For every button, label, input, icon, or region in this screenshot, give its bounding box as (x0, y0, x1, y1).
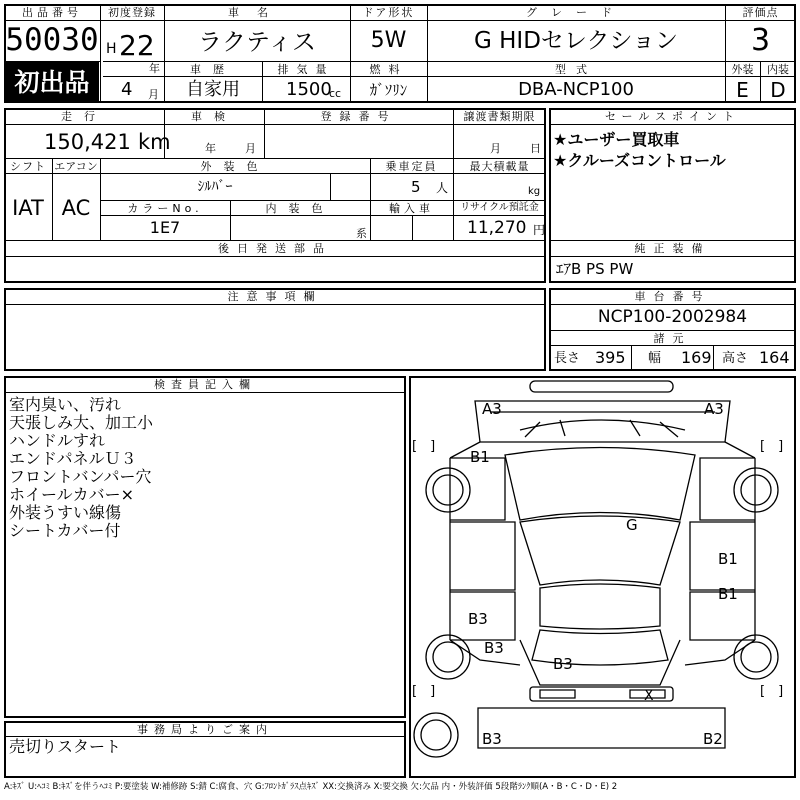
inspection-year-unit: 年 (205, 142, 216, 155)
ext-color: ｼﾙﾊﾞｰ (197, 179, 233, 195)
max-load-label: 最大積載量 (469, 160, 530, 173)
ac: AC (61, 196, 91, 220)
reg-no-label: 登録番号 (320, 110, 397, 123)
interior-label: 内装 (767, 63, 789, 76)
score: 3 (750, 23, 771, 58)
transfer-label: 譲渡書類期限 (463, 110, 536, 123)
model: DBA-NCP100 (518, 79, 634, 100)
inspector-note: 天張しみ大、加工小 (9, 413, 154, 432)
bracket-mark: [ ] (760, 439, 784, 454)
damage-mark: B3 (482, 730, 502, 748)
grade-label: グレード (526, 6, 626, 19)
legend: A:ｷｽﾞ U:ﾍｺﾐ B:ｷｽﾞを伴うﾍｺﾐ P:要塗装 W:補修跡 S:錆 C:腐食、穴 G:ﾌﾛﾝﾄｶﾞﾗｽ点ｷｽﾞ XX:交換済み X:要交換 欠:欠品 内・外装評価 5段階ﾗﾝｸ順(A・B・C・D・E) 2 (4, 782, 618, 792)
inspection-label: 車検 (191, 110, 237, 123)
damage-mark: B3 (553, 655, 573, 673)
grade: G HIDセレクション (473, 28, 678, 54)
score-label: 評価点 (742, 6, 779, 19)
equipment: ｴｱB PS PW (556, 260, 634, 278)
int-color-unit: 系 (356, 227, 367, 240)
height: 164 (759, 348, 790, 367)
later-parts-label: 後日発送部品 (218, 242, 332, 255)
exterior-grade: E (736, 78, 749, 102)
max-load-unit: kg (528, 186, 541, 197)
damage-mark: B3 (484, 639, 504, 657)
transfer-day-unit: 日 (530, 142, 541, 155)
era: H (106, 41, 117, 57)
damage-mark: X (644, 688, 654, 704)
damage-mark: A3 (482, 400, 502, 418)
damage-mark: B1 (718, 550, 738, 568)
lot-no: 50030 (5, 22, 99, 58)
bracket-mark: [ ] (760, 684, 784, 699)
inspector-note: ホイールカバー× (9, 485, 135, 504)
sales-points-label: セールスポイント (604, 110, 740, 123)
damage-mark: B1 (470, 448, 490, 466)
inspector-note: 室内臭い、汚れ (9, 395, 122, 414)
int-color-label: 内装色 (265, 202, 335, 215)
shift: IAT (12, 196, 44, 220)
inspector-note: シートカバー付 (9, 521, 121, 540)
first-reg-label: 初度登録 (108, 6, 156, 19)
width: 169 (681, 348, 712, 367)
exterior-label: 外装 (731, 63, 754, 76)
damage-mark: B1 (718, 585, 738, 603)
displacement-unit: cc (329, 87, 342, 100)
damage-mark: B2 (703, 730, 723, 748)
capacity-label: 乗車定員 (385, 160, 438, 173)
first-reg-month: 4 (121, 79, 133, 100)
model-label: 型式 (555, 63, 597, 76)
ac-label: エアコン (54, 160, 98, 173)
recycle-unit: 円 (533, 223, 546, 237)
inspector-note: 外装うすい線傷 (9, 503, 122, 522)
sales-point-item: ★クルーズコントロール (553, 151, 726, 170)
length-label: 長さ (554, 351, 581, 366)
interior-grade: D (770, 78, 786, 102)
damage-mark: G (626, 516, 638, 534)
specs-label: 諸元 (653, 332, 692, 345)
equipment-label: 純正装備 (634, 242, 711, 255)
car-name-label: 車名 (228, 6, 286, 19)
bracket-mark: [ ] (412, 684, 436, 699)
history: 自家用 (186, 79, 240, 100)
inspection-month-unit: 月 (245, 142, 256, 155)
length: 395 (595, 348, 626, 367)
month-unit: 月 (148, 88, 159, 101)
capacity-unit: 人 (436, 181, 449, 195)
width-label: 幅 (648, 351, 662, 366)
door-label: ドア形状 (362, 6, 415, 19)
door-type: 5W (370, 28, 407, 53)
history-label: 車歴 (190, 63, 236, 76)
chassis-label: 車台番号 (634, 290, 711, 303)
inspector-label: 検査員記入欄 (154, 378, 256, 391)
import-label: 輸入車 (389, 202, 434, 215)
displacement: 1500 (286, 79, 332, 100)
damage-mark: A3 (704, 400, 724, 418)
mileage: 150,421 (44, 130, 131, 154)
mileage-label: 走行 (61, 110, 107, 123)
chassis-number: NCP100-2002984 (597, 307, 748, 327)
office-text: 売切りスタート (9, 737, 122, 756)
notes-label: 注意事項欄 (227, 290, 323, 303)
transfer-month-unit: 月 (490, 142, 501, 155)
fuel: ｶﾞｿﾘﾝ (369, 81, 408, 99)
capacity: 5 (411, 178, 421, 196)
recycle-label: リサイクル預託金 (460, 202, 539, 213)
inspector-note: フロントバンパー穴 (9, 467, 152, 486)
height-label: 高さ (722, 351, 749, 366)
damage-mark: B3 (468, 610, 488, 628)
sales-point-item: ★ユーザー買取車 (553, 130, 680, 149)
ext-color-label: 外装色 (200, 160, 270, 173)
recycle-fee: 11,270 (467, 218, 527, 238)
first-reg-year: 22 (119, 29, 155, 62)
bracket-mark: [ ] (412, 439, 436, 454)
displacement-label: 排気量 (277, 63, 335, 76)
car-name: ラクティス (197, 28, 317, 56)
first-listing-text: 初出品 (14, 68, 90, 97)
mileage-unit: km (138, 130, 171, 154)
year-unit: 年 (149, 62, 160, 75)
inspector-note: ハンドルすれ (9, 431, 106, 450)
office-label: 事務局よりご案内 (137, 723, 273, 736)
lot-no-label: 出品番号 (22, 6, 82, 19)
color-no-label: カラーNo. (127, 202, 203, 215)
shift-label: シフト (10, 160, 46, 173)
inspector-note: エンドパネルＵ３ (9, 449, 137, 468)
fuel-label: 燃料 (369, 63, 408, 76)
color-no: 1E7 (149, 218, 181, 237)
